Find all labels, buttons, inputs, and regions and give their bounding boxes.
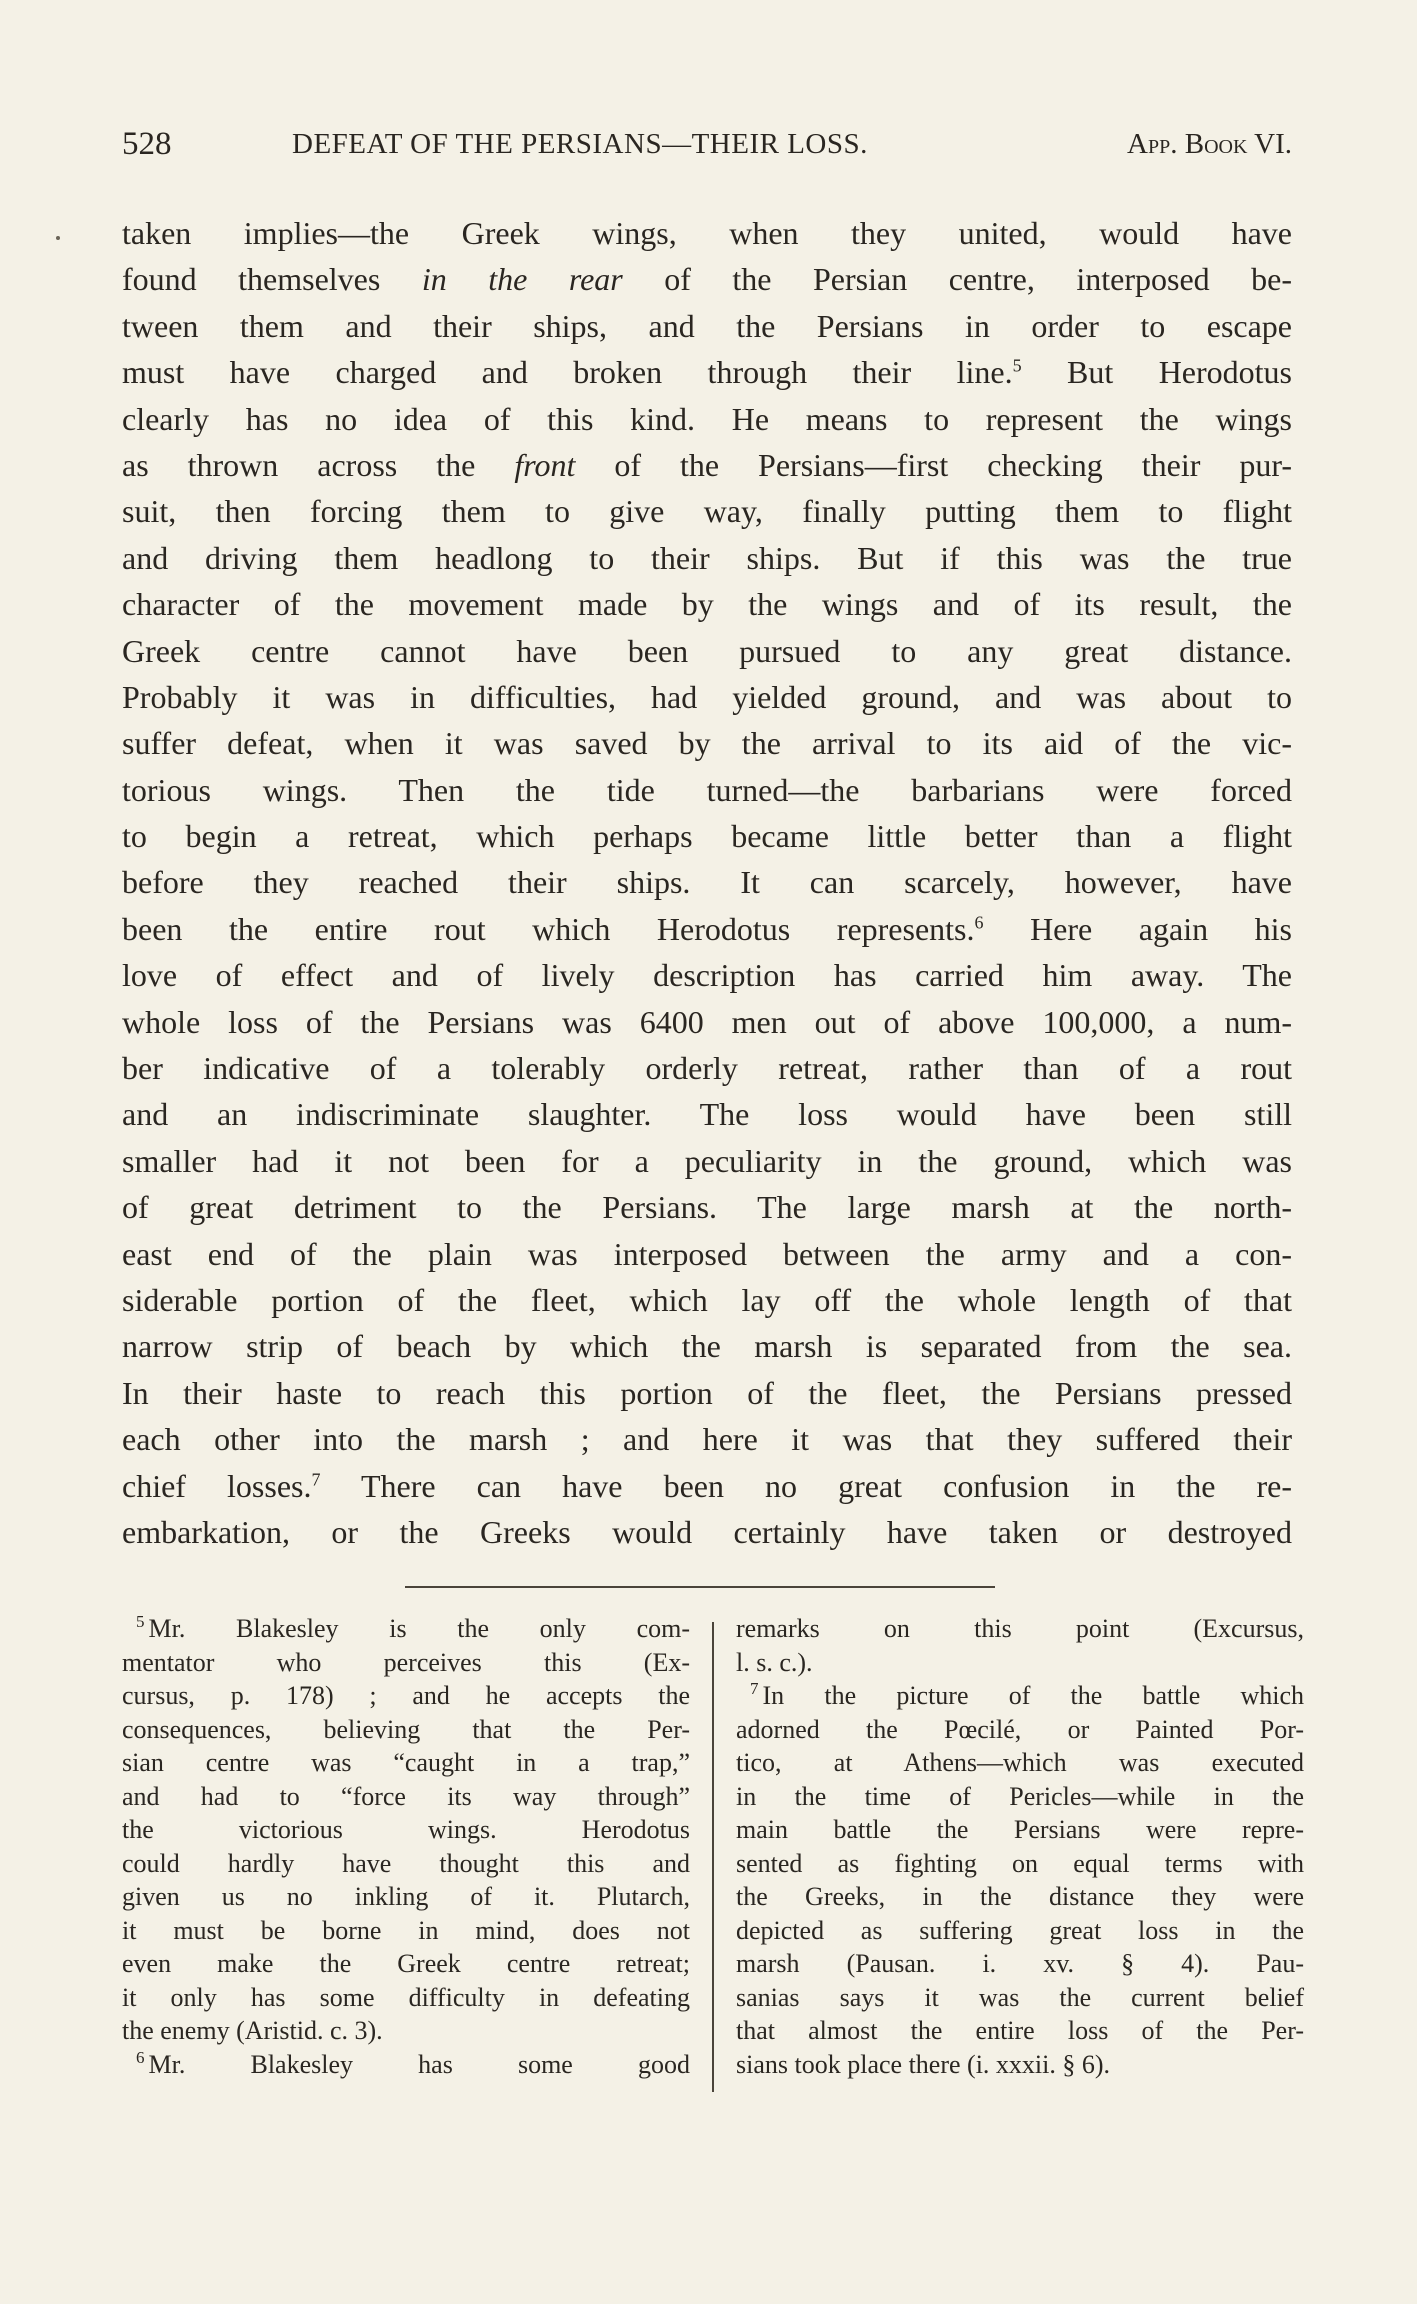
running-title: DEFEAT OF THE PERSIANS—THEIR LOSS. [292,128,868,160]
footnote-line: tico, at Athens—which was executed [736,1748,1304,1777]
footnote-rule [405,1586,995,1588]
body-line: of great detriment to the Persians. The large marsh at the north- [122,1189,1292,1226]
footnote-line: $^6$ Mr. Blakesley has some good [136,2047,690,2079]
footnote-line: sanias says it was the current belief [736,1982,1304,2012]
body-line: Greek centre cannot have been pursued to any great distance. [122,632,1292,669]
footnote-number: 5 [136,1612,145,1632]
footnote-line: the victorious wings. Herodotus [122,1815,690,1844]
body-line: clearly has no idea of this kind. He means to represent the wings [122,400,1292,437]
footnote-line: even make the Greek centre retreat; [122,1949,690,1978]
footnotes-left-column [122,1612,690,2081]
body-line: suit, then forcing them to give way, finally putting them to flight [122,493,1292,530]
body-line: and driving them headlong to their ships. But if this was the true [122,539,1292,576]
footnote-line: and had to “force its way through” [122,1781,690,1811]
footnote-reference: 5 [1012,355,1022,376]
body-line: narrow strip of beach by which the marsh is separated from the sea. [122,1328,1292,1365]
body-line: embarkation, or the Greeks would certainly have taken or destroyed [122,1513,1292,1550]
footnote-line: sian centre was “caught in a trap,” [122,1748,690,1777]
body-line: whole loss of the Persians was 6400 men out of above 100,000, a num- [122,1003,1292,1040]
body-line: east end of the plain was interposed between the army and a con- [122,1235,1292,1272]
emphasis: in the rear [421,261,623,298]
body-line: smaller had it not been for a peculiarity in the ground, which was [122,1142,1292,1179]
body-line: each other into the marsh ; and here it was that they suffered their [122,1421,1292,1458]
footnote-line: l. s. c.). [736,1647,813,1677]
footnote-line: cursus, p. 178) ; and he accepts the [122,1681,690,1710]
body-line: tween them and their ships, and the Persians in order to escape [122,307,1292,344]
footnote-line: the Greeks, in the distance they were [736,1882,1304,1911]
body-line: Probably it was in difficulties, had yielded ground, and was about to [122,678,1292,715]
body-line: been the entire rout which Herodotus represents.$^6$ Here again his [122,910,1292,947]
footnote-line: in the time of Pericles—while in the [736,1781,1304,1811]
footnote-line: consequences, believing that the Per- [122,1714,690,1744]
body-line: torious wings. Then the tide turned—the barbarians were forced [122,771,1292,808]
footnote-line: marsh (Pausan. i. xv. § 4). Pau- [736,1949,1304,1978]
footnote-line: mentator who perceives this (Ex- [122,1647,690,1677]
body-line: taken implies—the Greek wings, when they united, would have [122,215,1292,251]
body-line: before they reached their ships. It can scarcely, however, have [122,864,1292,901]
footnotes [122,1612,1304,2092]
body-line: to begin a retreat, which perhaps became little better than a flight [122,818,1292,855]
body-line: chief losses.$^7$ There can have been no great confusion in the re- [122,1467,1292,1504]
running-header [122,126,1292,170]
footnotes-right-column [736,1612,1304,2081]
body-line: In their haste to reach this portion of the fleet, the Persians pressed [122,1374,1292,1411]
footnote-column-divider [712,1622,714,2092]
body-line: ber indicative of a tolerably orderly retreat, rather than of a rout [122,1050,1292,1087]
footnote-line: $^5$ Mr. Blakesley is the only com- [136,1612,690,1643]
page-number: 528 [122,126,172,162]
body-line: must have charged and broken through their line.$^5$ But Herodotus [122,354,1293,391]
body-line: siderable portion of the fleet, which lay off the whole length of that [122,1281,1292,1318]
footnote-number: 6 [136,2047,145,2067]
footnote-number: 7 [750,1679,759,1699]
footnote-line: it must be borne in mind, does not [122,1915,690,1945]
footnote-line: sented as fighting on equal terms with [736,1848,1304,1878]
body-line: found themselves in the rear of the Persian centre, interposed be- [122,261,1293,298]
section-reference: App. Book VI. [1127,128,1292,160]
footnote-reference: 6 [974,912,984,933]
footnote-line: it only has some difficulty in defeating [122,1982,690,2012]
body-line: character of the movement made by the wings and of its result, the [122,586,1292,623]
footnote-line: could hardly have thought this and [122,1848,690,1878]
body-line: suffer defeat, when it was saved by the arrival to its aid of the vic- [122,725,1292,762]
footnote-line: main battle the Persians were repre- [736,1815,1304,1844]
footnote-line: sians took place there (i. xxxii. § 6). [736,2049,1111,2079]
main-body-text [122,210,1292,1555]
body-line: as thrown across the front of the Persians—first checking their pur- [122,446,1293,483]
footnote-line: depicted as suffering great loss in the [736,1915,1304,1945]
footnote-line: that almost the entire loss of the Per- [736,2016,1304,2045]
footnote-line: given us no inkling of it. Plutarch, [122,1882,690,1911]
margin-mark [56,236,60,240]
footnote-line: $^7$ In the picture of the battle which [750,1679,1304,1710]
body-line: and an indiscriminate slaughter. The loss would have been still [122,1096,1292,1133]
body-line: love of effect and of lively description has carried him away. The [122,957,1292,994]
footnote-line: remarks on this point (Excursus, [736,1614,1304,1643]
emphasis: front [514,446,576,483]
footnote-line: the enemy (Aristid. c. 3). [122,2016,383,2045]
footnote-line: adorned the Pœcilé, or Painted Por- [736,1714,1304,1744]
footnote-reference: 7 [311,1468,321,1489]
